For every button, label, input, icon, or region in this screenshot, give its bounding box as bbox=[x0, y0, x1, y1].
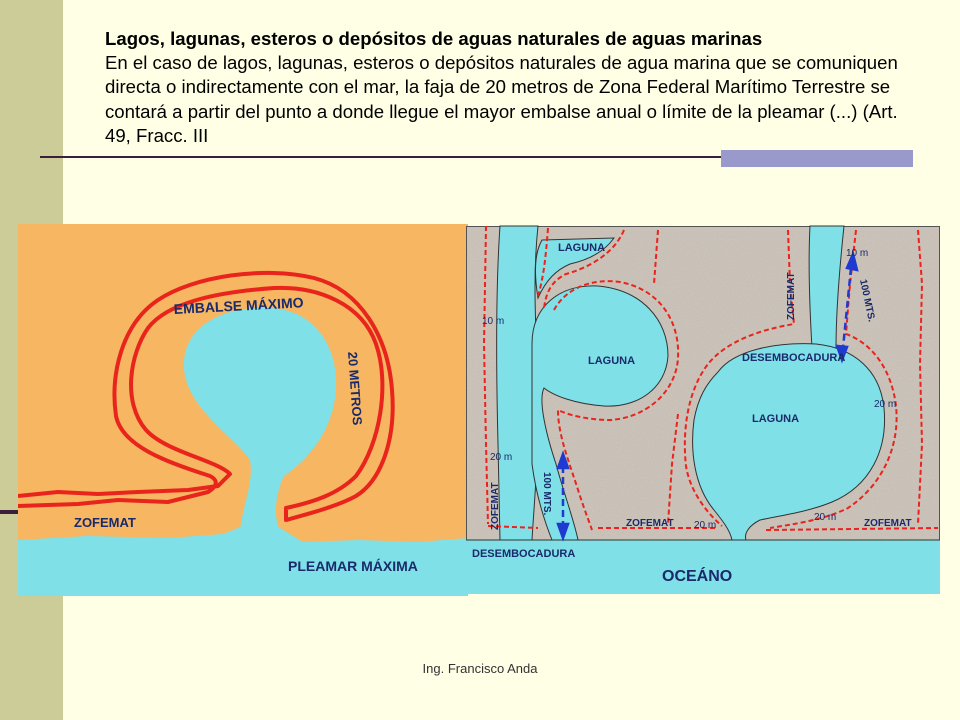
metros-label: 20 METROS bbox=[345, 351, 366, 426]
zofemat-bottom-right: ZOFEMAT bbox=[864, 518, 912, 529]
dist-20m-left: 20 m bbox=[490, 452, 513, 463]
zofemat-bottom-mid: ZOFEMAT bbox=[626, 518, 674, 529]
zofemat-diagram bbox=[18, 224, 942, 596]
pleamar-label: PLEAMAR MÁXIMA bbox=[288, 558, 418, 574]
slide-heading: Lagos, lagunas, esteros o depósitos de aguas naturales de aguas marinas bbox=[105, 28, 763, 49]
dist-10m-left: 10 m bbox=[482, 316, 505, 327]
mts-label-left: 100 MTS. bbox=[541, 472, 552, 516]
right-panel bbox=[466, 226, 940, 594]
slide-text bbox=[105, 27, 915, 148]
dist-20m-bottom-right: 20 m bbox=[814, 512, 837, 523]
slide-body: En el caso de lagos, lagunas, esteros o depósitos naturales de agua marina que se comuniquen directa o indirectamente con el mar, la faja de 20 metros de Zona Federal Marítimo Terrestre se contará a partir del punto a donde llegue el mayor embalse anual o límite de la pleamar (...) (Art. 49, Fracc. III bbox=[105, 52, 898, 146]
mts-label-right: 100 MTS. bbox=[857, 278, 877, 324]
desembocadura-bottom-label: DESEMBOCADURA bbox=[472, 548, 576, 560]
dist-20m-right: 20 m bbox=[874, 399, 897, 410]
laguna-small-label: LAGUNA bbox=[558, 242, 606, 254]
desembocadura-top-label: DESEMBOCADURA bbox=[742, 352, 846, 364]
left-zofemat-label: ZOFEMAT bbox=[74, 515, 136, 530]
zofemat-vertical-right: ZOFEMAT bbox=[786, 272, 797, 320]
dist-20m-bottom-mid: 20 m bbox=[694, 520, 717, 531]
dist-10m-top: 10 m bbox=[846, 248, 869, 259]
footer-author: Ing. Francisco Anda bbox=[422, 661, 538, 676]
laguna-mid-label: LAGUNA bbox=[588, 355, 636, 367]
divider-accent-box bbox=[721, 150, 913, 167]
oceano-label: OCEÁNO bbox=[662, 568, 733, 585]
zofemat-vertical-left: ZOFEMAT bbox=[490, 482, 501, 530]
laguna-big-label: LAGUNA bbox=[752, 413, 800, 425]
embalse-label: EMBALSE MÁXIMO bbox=[173, 294, 304, 317]
left-panel bbox=[18, 224, 468, 596]
